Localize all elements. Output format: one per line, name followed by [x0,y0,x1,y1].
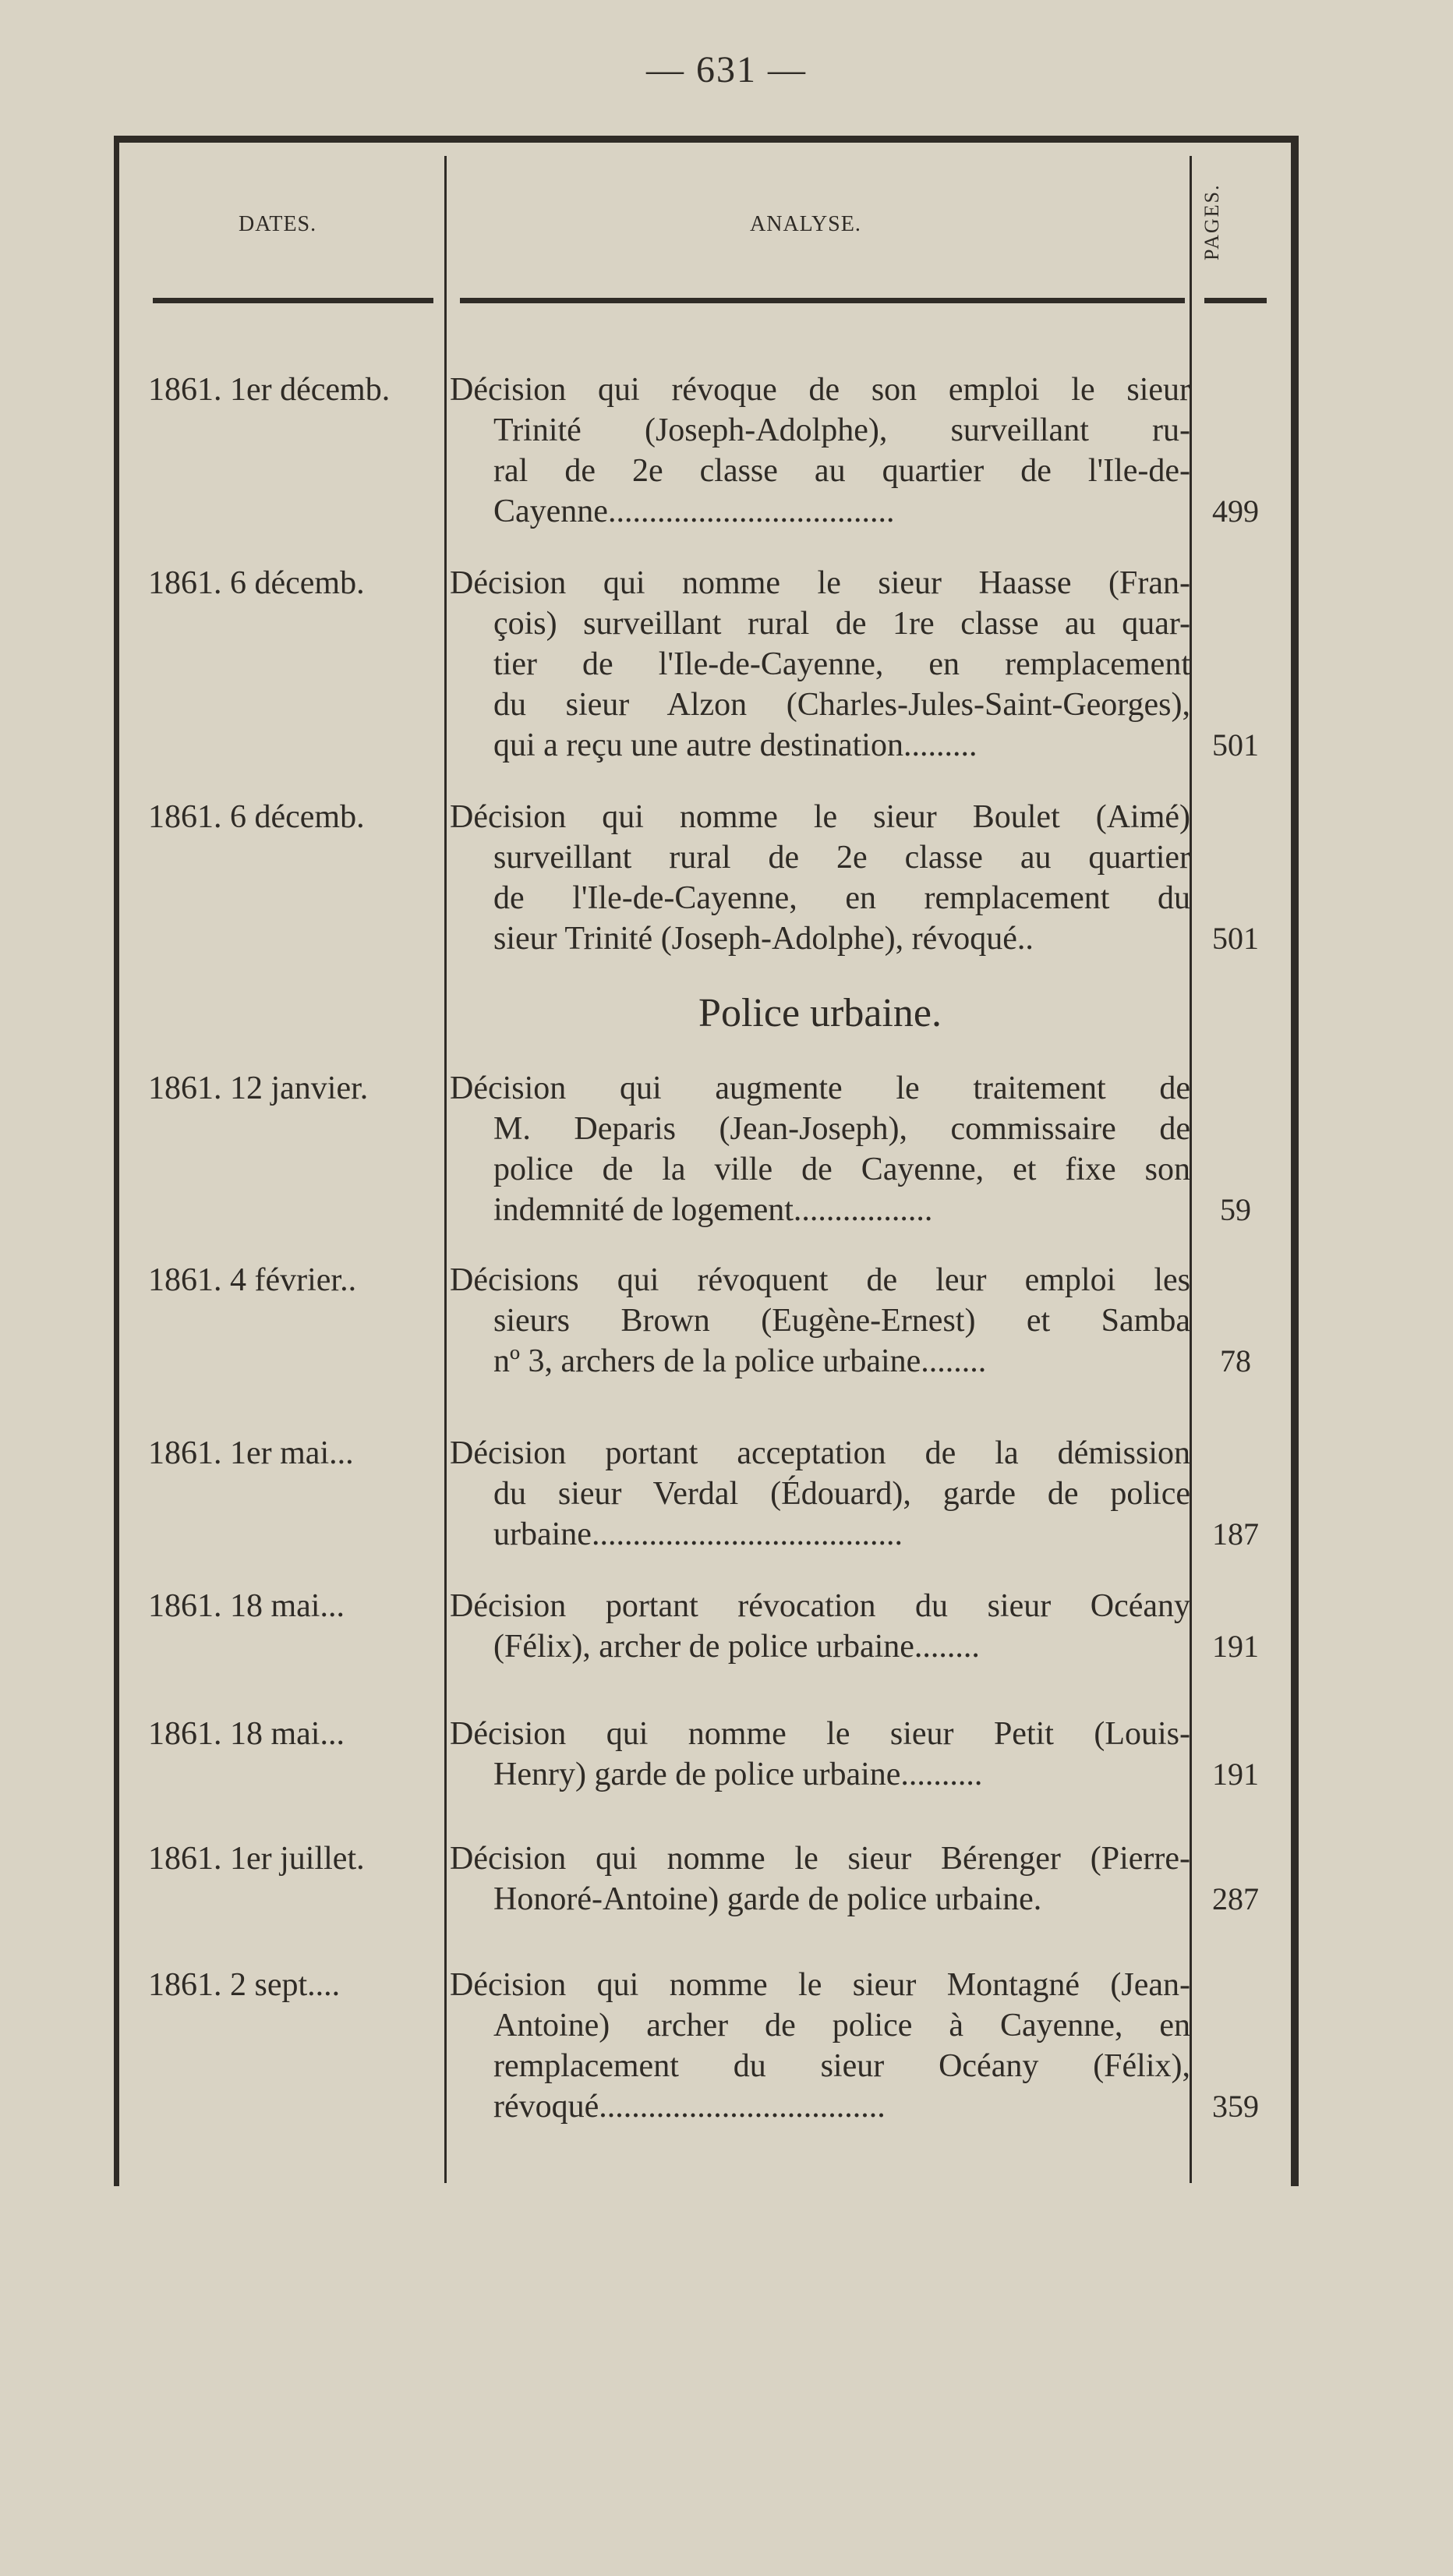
header-analyse: ANALYSE. [750,212,861,236]
entry-description: Décisions qui révoquent de leur emploi les sieurs Brown (Eugène-Ernest) et Samba nº 3, archers de la police urbaine........ [450,1262,1190,1379]
header-rule-analyse [460,298,1185,303]
entry-page: 287 [1212,1881,1259,1916]
header-pages: PAGES. [1200,183,1223,261]
entry-page: 187 [1212,1516,1259,1552]
entry-date: 1861. 6 décemb. [148,799,365,835]
entry-date: 1861. 1er juillet. [148,1841,365,1877]
header-rule-pages [1204,298,1267,303]
header-dates: DATES. [239,212,317,236]
entry-date: 1861. 2 sept.... [148,1967,341,2003]
entry-description: Décision qui nomme le sieur Boulet (Aimé) surveillant rural de 2e classe au quartier de l'Ile-de-Cayenne, en remplacement du sieur Trinité (Joseph-Adolphe), révoqué.. [450,799,1190,957]
entry-date: 1861. 12 janvier. [148,1070,369,1106]
entry-page: 501 [1212,727,1259,763]
entry-page: 191 [1212,1757,1259,1792]
entry-date: 1861. 1er décemb. [148,372,391,408]
column-divider-dates [444,156,447,2183]
entry-page: 191 [1212,1629,1259,1664]
entry-date: 1861. 18 mai... [148,1716,345,1752]
section-title: Police urbaine. [698,991,942,1035]
entry-description: Décision qui augmente le traitement de M. Deparis (Jean-Joseph), commissaire de police de la ville de Cayenne, et fixe son indemnité de logement................. [450,1070,1190,1228]
entry-description: Décision qui nomme le sieur Montagné (Jean- Antoine) archer de police à Cayenne, en remplacement du sieur Océany (Félix), révoqué................................... [450,1967,1190,2125]
page-number: — 631 — [646,49,807,90]
entry-date: 1861. 18 mai... [148,1588,345,1624]
entry-date: 1861. 1er mai... [148,1435,354,1471]
entry-description: Décision qui nomme le sieur Petit (Louis- Henry) garde de police urbaine.......... [450,1716,1190,1792]
entry-description: Décision qui révoque de son emploi le sieur Trinité (Joseph-Adolphe), surveillant ru- ral de 2e classe au quartier de l'Ile-de- Cayenne................................... [450,372,1190,529]
entry-page: 499 [1212,494,1259,529]
entry-page: 359 [1212,2089,1259,2124]
entry-description: Décision portant révocation du sieur Océany (Félix), archer de police urbaine........ [450,1588,1190,1665]
entry-page: 78 [1220,1343,1251,1378]
entry-page: 59 [1220,1192,1251,1227]
header-rule-dates [153,298,433,303]
entry-page: 501 [1212,921,1259,956]
entry-date: 1861. 6 décemb. [148,565,365,601]
entry-date: 1861. 4 février.. [148,1262,357,1298]
entry-description: Décision portant acceptation de la démission du sieur Verdal (Édouard), garde de police urbaine...................................... [450,1435,1190,1552]
entry-description: Décision qui nomme le sieur Bérenger (Pierre- Honoré-Antoine) garde de police urbaine. [450,1841,1190,1917]
entry-description: Décision qui nomme le sieur Haasse (Fran- çois) surveillant rural de 1re classe au quar- tier de l'Ile-de-Cayenne, en remplacement du sieur Alzon (Charles-Jules-Saint-Georges), qui a reçu une autre destination......... [450,565,1190,763]
